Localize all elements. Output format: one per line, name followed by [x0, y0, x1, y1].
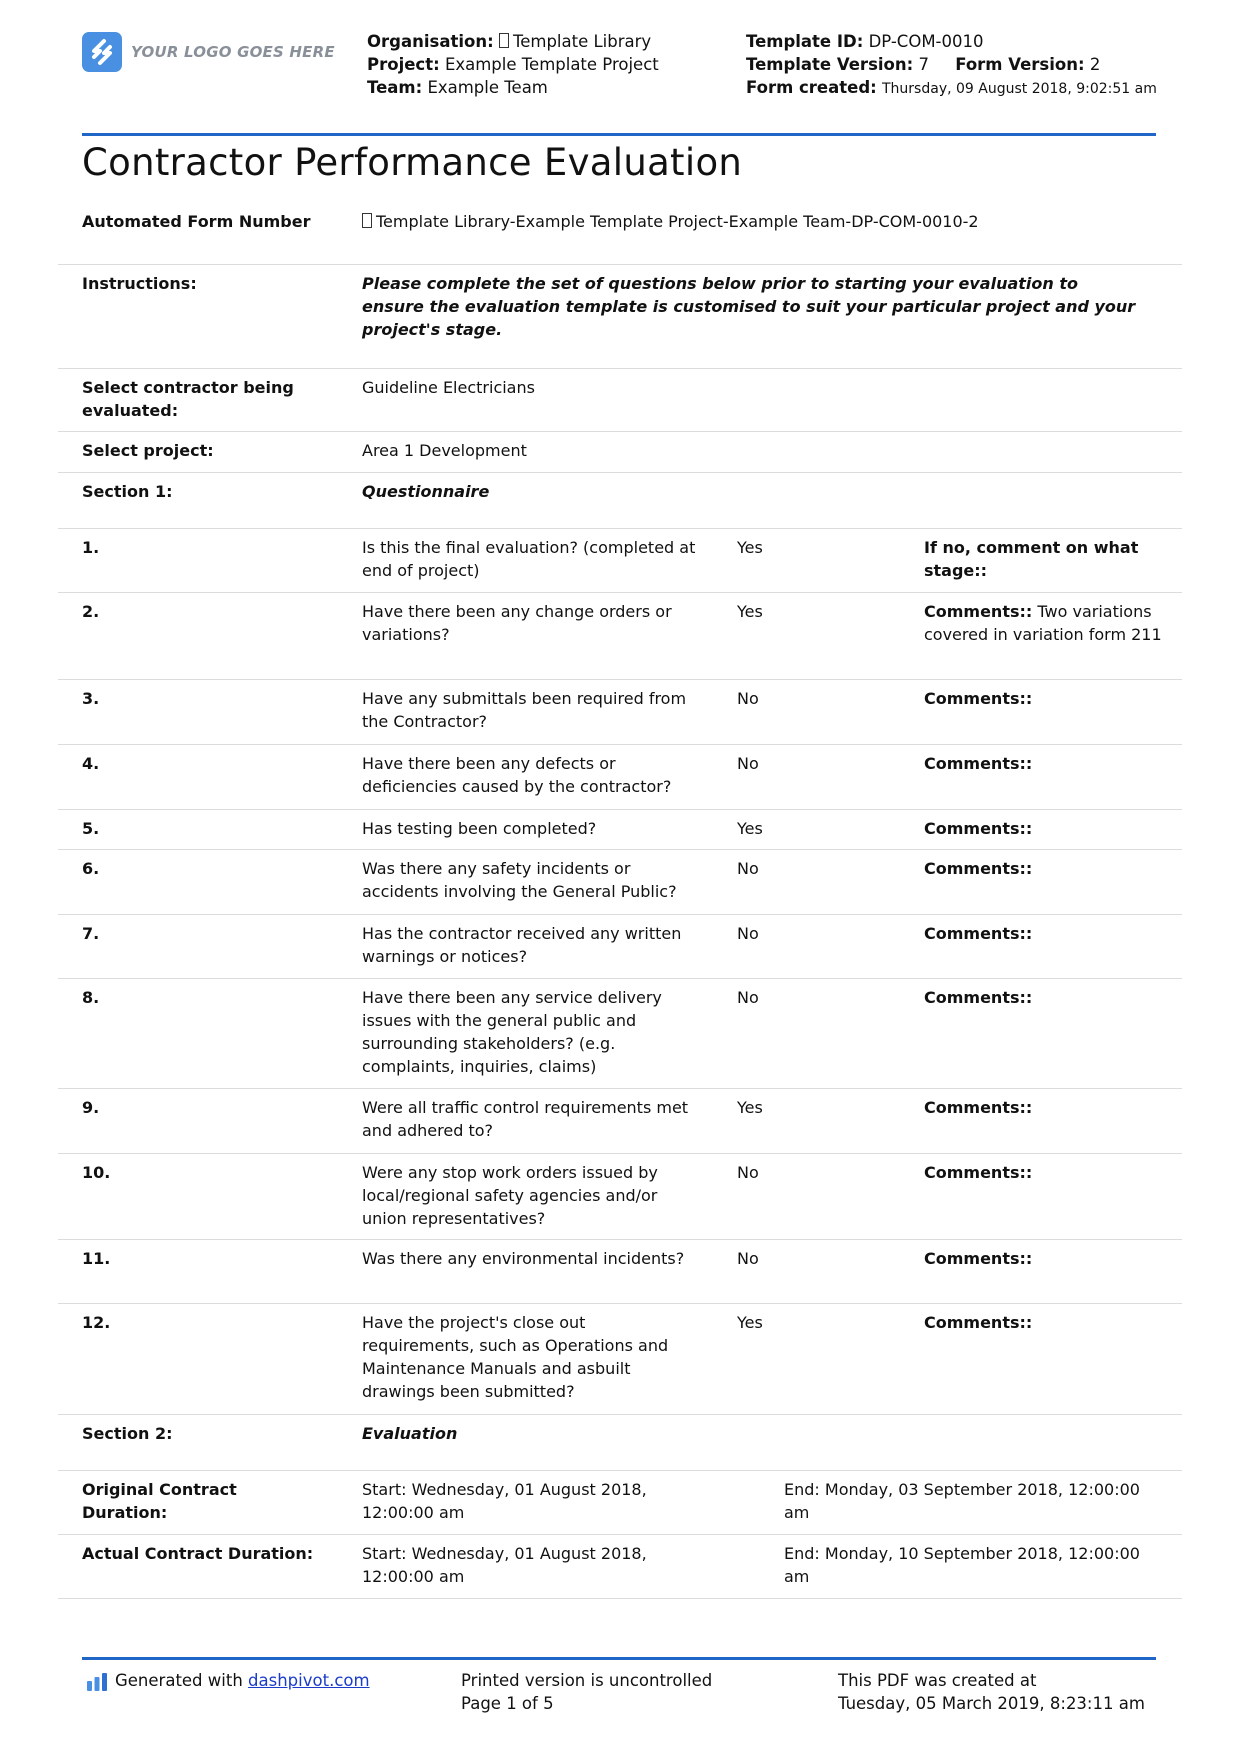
question-number: 4. [82, 754, 100, 773]
team-label: Team: [367, 78, 423, 97]
template-id-label: Template ID: [746, 32, 864, 51]
section-2-title: Evaluation [362, 1424, 458, 1443]
comment-label: Comments:: [924, 1313, 1033, 1332]
question-comment [924, 600, 1164, 646]
question-row [58, 979, 1182, 1089]
comment-label: Comments:: [924, 602, 1033, 621]
page-title: Contractor Performance Evaluation [82, 141, 743, 184]
question-answer: Yes [737, 819, 763, 838]
instructions-label: Instructions: [82, 274, 197, 293]
question-number: 6. [82, 859, 100, 878]
form-created-line [746, 76, 1166, 101]
version-line [746, 53, 1166, 76]
comment-label: If no, comment on what stage:: [924, 538, 1139, 580]
form-created-label: Form created: [746, 78, 877, 97]
question-number: 11. [82, 1249, 111, 1268]
question-text: Has testing been completed? [362, 819, 597, 838]
generated-prefix: Generated with [115, 1671, 243, 1690]
auto-number-row [58, 203, 1182, 265]
project-select-value: Area 1 Development [362, 441, 527, 460]
question-comment [924, 536, 1164, 582]
comment-value: Two variations covered in variation form 211 [924, 602, 1162, 644]
question-comment [924, 1247, 1164, 1270]
question-answer: No [737, 859, 759, 878]
question-text: Have there been any service delivery issues with the general public and surrounding stakeholders? (e.g. complaints, inquiries, claims) [362, 988, 662, 1076]
question-text: Was there any safety incidents or accidents involving the General Public? [362, 859, 677, 901]
question-comment [924, 1311, 1164, 1334]
header-template-block [746, 30, 1166, 101]
footer-created-info [838, 1669, 1145, 1715]
footer-generated [86, 1669, 370, 1692]
section-1-row [58, 473, 1182, 529]
question-row [58, 1304, 1182, 1415]
auto-number-value: Template Library-Example Template Project-Example Team-DP-COM-0010-2 [376, 212, 979, 231]
question-answer: Yes [737, 1098, 763, 1117]
question-row [58, 1154, 1182, 1240]
instructions-text: Please complete the set of questions below prior to starting your evaluation to ensure the evaluation template is customised to suit your particular project and your project's stage. [362, 274, 1136, 339]
original-duration-label: Original Contract Duration: [82, 1480, 237, 1522]
organisation-value: Template Library [512, 32, 652, 51]
question-row [58, 1240, 1182, 1304]
question-row [58, 850, 1182, 915]
company-logo [82, 32, 335, 72]
question-comment [924, 857, 1164, 880]
project-select-label: Select project: [82, 441, 214, 460]
team-line [367, 76, 659, 99]
question-row [58, 593, 1182, 680]
question-comment [924, 687, 1164, 710]
comment-label: Comments:: [924, 1249, 1033, 1268]
question-number: 5. [82, 819, 100, 838]
question-answer: No [737, 689, 759, 708]
question-number: 9. [82, 1098, 100, 1117]
original-end: End: Monday, 03 September 2018, 12:00:00 am [784, 1480, 1140, 1522]
comment-label: Comments:: [924, 754, 1033, 773]
project-row [58, 432, 1182, 473]
template-version-label: Template Version: [746, 55, 914, 74]
section-2-row [58, 1415, 1182, 1471]
question-comment [924, 1096, 1164, 1119]
question-answer: No [737, 1249, 759, 1268]
question-comment [924, 752, 1164, 775]
pdf-created-label: This PDF was created at [838, 1671, 1037, 1690]
comment-label: Comments:: [924, 988, 1033, 1007]
comment-label: Comments:: [924, 859, 1033, 878]
question-answer: No [737, 988, 759, 1007]
question-number: 7. [82, 924, 100, 943]
question-row [58, 1089, 1182, 1154]
actual-start: Start: Wednesday, 01 August 2018, 12:00:00 am [362, 1544, 647, 1586]
question-answer: No [737, 754, 759, 773]
question-row [58, 915, 1182, 979]
header-organisation-block [367, 30, 659, 99]
auto-number-field [362, 210, 1142, 233]
actual-duration-label: Actual Contract Duration: [82, 1544, 314, 1563]
organisation-line [367, 30, 659, 53]
question-comment [924, 1161, 1164, 1184]
question-number: 12. [82, 1313, 111, 1332]
question-text: Has the contractor received any written warnings or notices? [362, 924, 682, 966]
team-value: Example Team [427, 78, 548, 97]
question-row [58, 745, 1182, 810]
pdf-created-value: Tuesday, 05 March 2019, 8:23:11 am [838, 1694, 1145, 1713]
question-row [58, 810, 1182, 850]
template-version-value: 7 [918, 55, 929, 74]
document-header [0, 0, 1239, 140]
comment-label: Comments:: [924, 1163, 1033, 1182]
chart-bars-icon [86, 1673, 108, 1691]
questionnaire [58, 529, 1182, 1415]
logo-mark-icon [82, 32, 122, 72]
question-number: 3. [82, 689, 100, 708]
uncontrolled-notice: Printed version is uncontrolled [461, 1671, 713, 1690]
question-row [58, 529, 1182, 593]
comment-label: Comments:: [924, 1098, 1033, 1117]
comment-label: Comments:: [924, 924, 1033, 943]
form-version-value: 2 [1089, 55, 1101, 74]
missing-glyph-icon [499, 33, 509, 48]
organisation-label: Organisation: [367, 32, 494, 51]
original-start: Start: Wednesday, 01 August 2018, 12:00:00 am [362, 1480, 647, 1522]
section-1-label: Section 1: [82, 482, 173, 501]
template-id-value: DP-COM-0010 [868, 32, 984, 51]
project-label: Project: [367, 55, 440, 74]
comment-label: Comments:: [924, 689, 1033, 708]
question-row [58, 680, 1182, 745]
form-created-value: Thursday, 09 August 2018, 9:02:51 am [882, 81, 1157, 97]
section-1-title: Questionnaire [362, 482, 490, 501]
logo-text: YOUR LOGO GOES HERE [131, 43, 335, 61]
question-text: Is this the final evaluation? (completed at end of project) [362, 538, 696, 580]
question-text: Were any stop work orders issued by local/regional safety agencies and/or union representatives? [362, 1163, 658, 1228]
contractor-row [58, 369, 1182, 432]
actual-end: End: Monday, 10 September 2018, 12:00:00 am [784, 1544, 1140, 1586]
project-value: Example Template Project [444, 55, 659, 74]
project-line [367, 53, 659, 76]
question-comment [924, 922, 1164, 945]
header-divider [82, 133, 1156, 136]
question-text: Was there any environmental incidents? [362, 1249, 685, 1268]
missing-glyph-icon [362, 213, 372, 228]
question-answer: No [737, 1163, 759, 1182]
question-text: Were all traffic control requirements met and adhered to? [362, 1098, 689, 1140]
question-number: 8. [82, 988, 100, 1007]
form-version-label: Form Version: [955, 55, 1085, 74]
dashpivot-link[interactable]: dashpivot.com [248, 1671, 370, 1690]
question-answer: Yes [737, 538, 763, 557]
footer-divider [82, 1657, 1156, 1660]
question-comment [924, 986, 1164, 1009]
question-text: Have any submittals been required from the Contractor? [362, 689, 687, 731]
question-answer: No [737, 924, 759, 943]
footer-print-info [461, 1669, 712, 1715]
question-text: Have there been any change orders or variations? [362, 602, 672, 644]
comment-label: Comments:: [924, 819, 1033, 838]
question-text: Have the project's close out requirements, such as Operations and Maintenance Manuals and asbuilt drawings been submitted? [362, 1313, 669, 1401]
question-number: 10. [82, 1163, 111, 1182]
question-number: 2. [82, 602, 100, 621]
question-answer: Yes [737, 602, 763, 621]
question-answer: Yes [737, 1313, 763, 1332]
question-comment [924, 817, 1164, 840]
contractor-label: Select contractor being evaluated: [82, 378, 294, 420]
original-duration-row [58, 1471, 1182, 1535]
question-text: Have there been any defects or deficiencies caused by the contractor? [362, 754, 672, 796]
actual-duration-row [58, 1535, 1182, 1599]
instructions-row [58, 265, 1182, 369]
evaluation-form [58, 203, 1182, 1599]
question-number: 1. [82, 538, 100, 557]
auto-number-label: Automated Form Number [82, 212, 311, 231]
page-number: Page 1 of 5 [461, 1694, 554, 1713]
contractor-value: Guideline Electricians [362, 378, 535, 397]
template-id-line [746, 30, 1166, 53]
section-2-label: Section 2: [82, 1424, 173, 1443]
